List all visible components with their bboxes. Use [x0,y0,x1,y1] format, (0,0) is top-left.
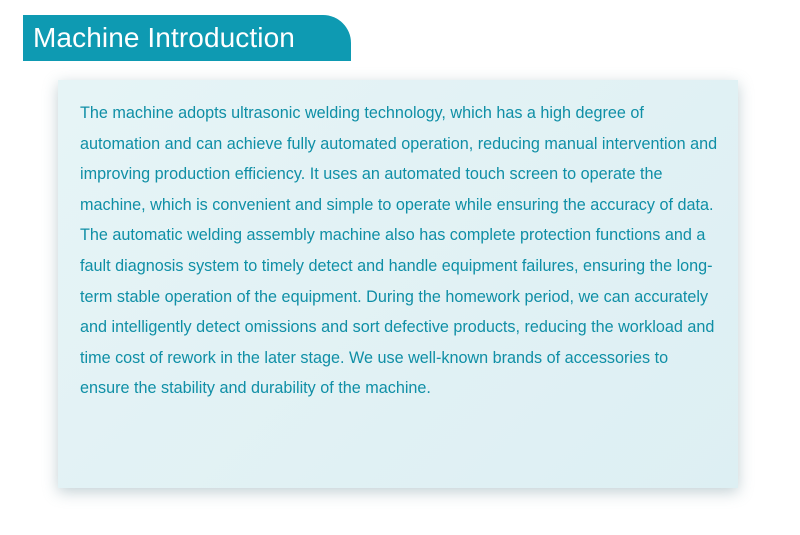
section-title-tab [23,15,351,61]
description-paragraph-1: The machine adopts ultrasonic welding technology, which has a high degree of automation and can achieve fully automated operation, reducing manual intervention and improving production efficiency. It uses an automated touch screen to operate the machine, which is convenient and simple to operate while ensuring the accuracy of data. [80,104,718,214]
description-panel [58,80,738,488]
section-title: Machine Introduction [33,22,295,53]
description-paragraph-2: The automatic welding assembly machine also has complete protection functions and a fault diagnosis system to timely detect and handle equipment failures, ensuring the long-term stable operation of the equipment. During the homework period, we can accurately and intelligently detect omissions and sort defective products, reducing the workload and time cost of rework in the later stage. We use well-known brands of accessories to ensure the stability and durability of the machine. [80,226,715,398]
